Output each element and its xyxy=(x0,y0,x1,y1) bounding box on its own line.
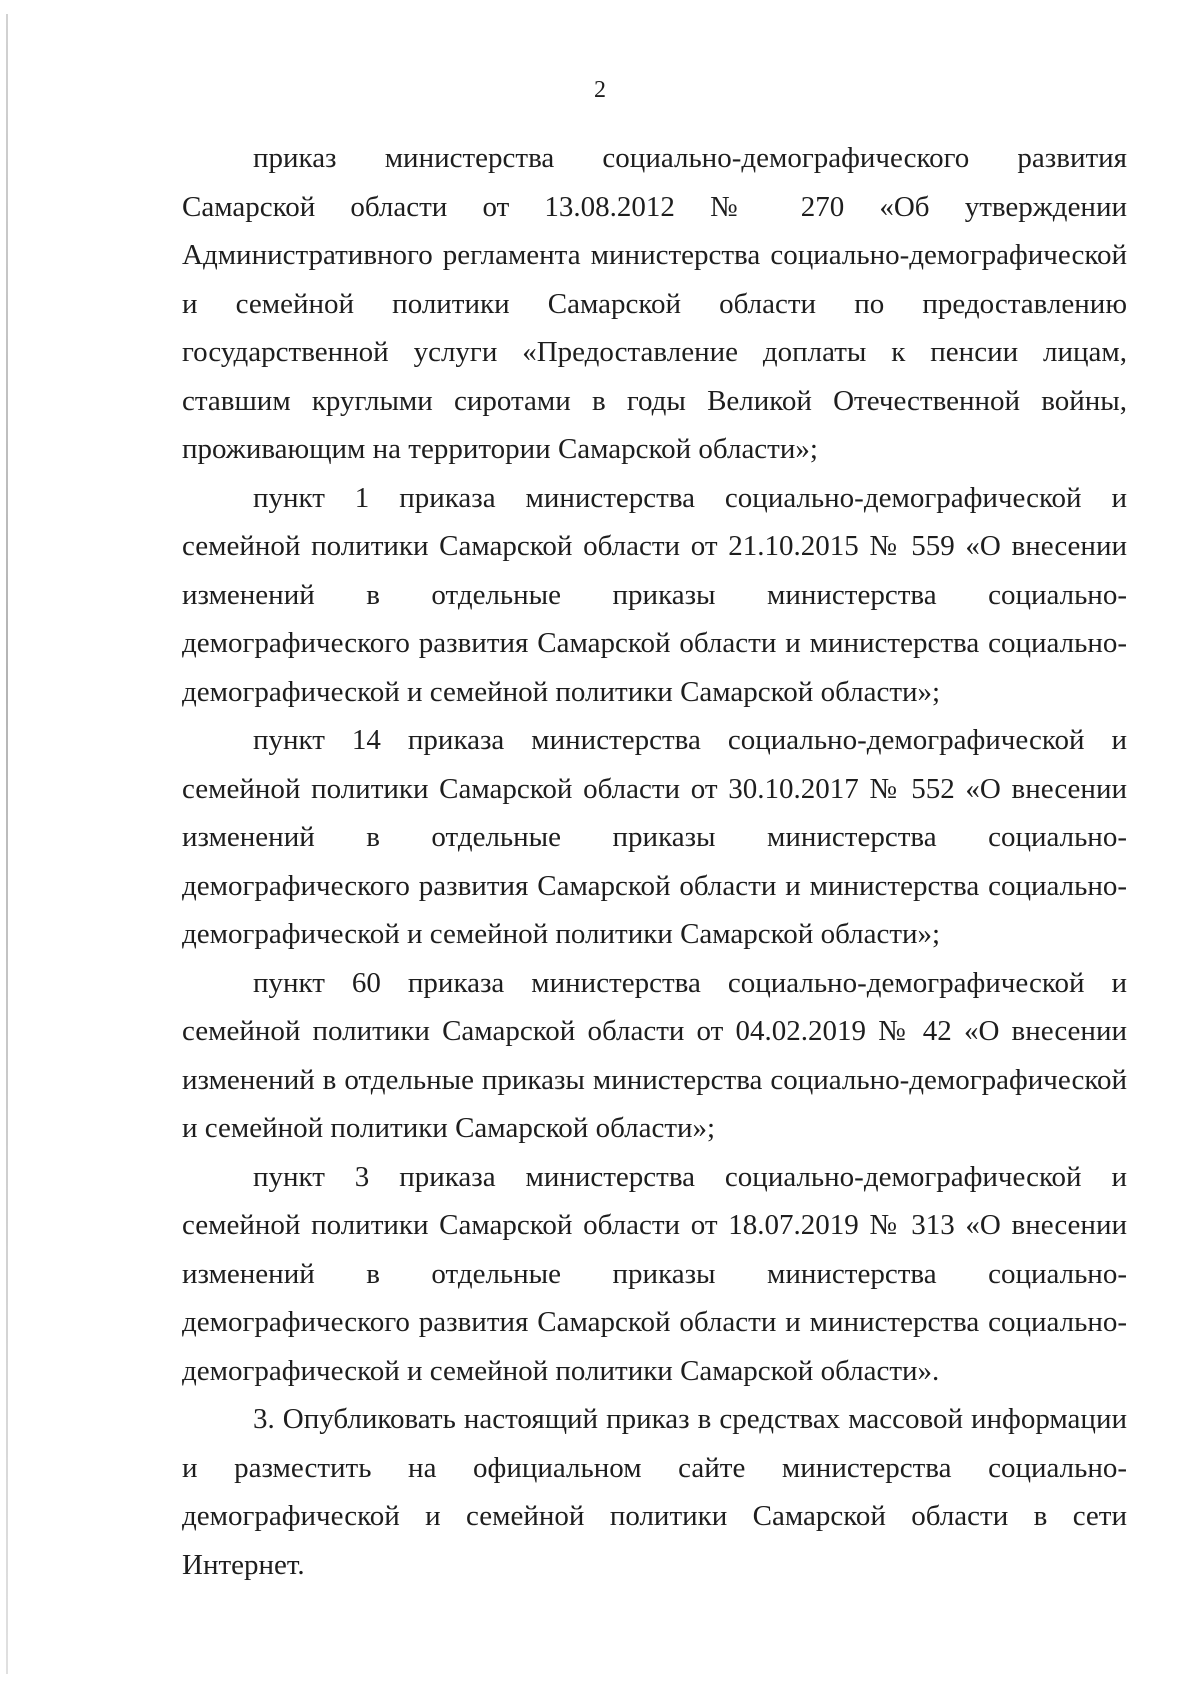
paragraph-order-313: пункт 3 приказа министерства социально-демографической и семейной политики Самарской области от 18.07.2019 № 313 «О внесении изменений в отдельные приказы министерства социально-демографического развития Самарской области и министерства социально-демографической и семейной политики Самарской области». xyxy=(182,1160,1127,1387)
paragraph-publish-order: 3. Опубликовать настоящий приказ в средствах массовой информации и разместить на официальном сайте министерства социально-демографической и семейной политики Самарской области в сети Интернет. xyxy=(182,1403,1127,1581)
scan-edge-line xyxy=(6,14,8,1674)
paragraph-order-42: пункт 60 приказа министерства социально-демографической и семейной политики Самарской области от 04.02.2019 № 42 «О внесении изменений в отдельные приказы министерства социально-демографической и семейной политики Самарской области»; xyxy=(182,966,1127,1144)
document-body xyxy=(182,134,1127,1589)
paragraph-order-270: приказ министерства социально-демографического развития Самарской области от 13.08.2012 № 270 «Об утверждении Административного регламента министерства социально-демографической и семейной политики Самарской области по предоставлению государственной услуги «Предоставление доплаты к пенсии лицам, ставшим круглыми сиротами в годы Великой Отечественной войны, проживающим на территории Самарской области»; xyxy=(182,142,1127,465)
paragraph-order-559: пункт 1 приказа министерства социально-демографической и семейной политики Самарской области от 21.10.2015 № 559 «О внесении изменений в отдельные приказы министерства социально-демографического развития Самарской области и министерства социально-демографической и семейной политики Самарской области»; xyxy=(182,481,1127,708)
paragraph-order-552: пункт 14 приказа министерства социально-демографической и семейной политики Самарской области от 30.10.2017 № 552 «О внесении изменений в отдельные приказы министерства социально-демографического развития Самарской области и министерства социально-демографической и семейной политики Самарской области»; xyxy=(182,724,1127,950)
page-number: 2 xyxy=(594,77,606,103)
